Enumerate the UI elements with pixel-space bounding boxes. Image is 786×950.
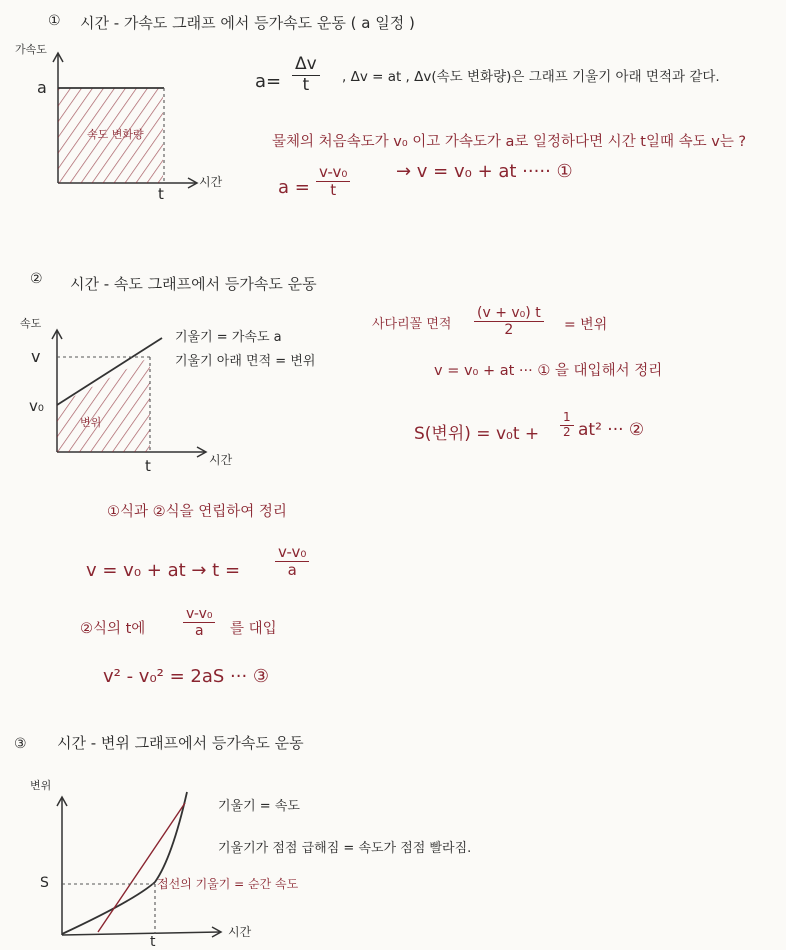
section1-number: ① (48, 13, 61, 29)
trapezoid-rest: = 변위 (564, 317, 608, 333)
displacement-eq-lhs: S(변위) = v₀t + (414, 424, 540, 444)
substitution2-fraction (183, 606, 215, 639)
displacement-time-graph (57, 792, 221, 937)
eq2-rest: → v = v₀ + at ····· ① (396, 161, 573, 182)
section1-title: 시간 - 가속도 그래프 에서 등가속도 운동 ( a 일정 ) (80, 14, 415, 32)
graph3-y-axis-label: 변위 (30, 779, 52, 792)
eq1-numerator: Δv (292, 55, 320, 76)
substitution2-pre: ②식의 t에 (80, 621, 146, 637)
displacement-eq-rest: at² ··· ② (578, 420, 645, 440)
eq1-denominator: t (302, 74, 310, 95)
substitution-line: v = v₀ + at ··· ① 을 대입해서 정리 (434, 363, 663, 379)
trapezoid-fraction (474, 305, 544, 338)
eq2-lhs: a = (278, 177, 310, 198)
displacement-eq-denominator: 2 (563, 424, 571, 439)
graph2-area-label: 변위 (80, 416, 102, 429)
acceleration-time-graph (53, 53, 197, 188)
substitution2-post: 를 대입 (230, 621, 277, 637)
steepening-note: 기울기가 점점 급해짐 = 속도가 점점 빨라짐. (218, 841, 472, 856)
eq1-fraction (292, 55, 320, 95)
velocity-time-graph (52, 330, 206, 457)
eq1-lhs: a= (255, 71, 282, 92)
graph1-a-label: a (37, 78, 47, 97)
graph1-y-axis-label: 가속도 (15, 43, 47, 56)
section3-number: ③ (14, 736, 27, 752)
trapezoid-denominator: 2 (504, 322, 514, 339)
velocity-eq-fraction (275, 544, 309, 580)
velocity-eq-numerator: v-v₀ (275, 544, 309, 562)
velocity-eq-denominator: a (287, 561, 297, 580)
graph3-t-label: t (150, 934, 156, 950)
graph2-v-label: v (31, 347, 41, 366)
slope-note: 기울기 = 가속도 a (175, 330, 282, 345)
substitution2-denominator: a (194, 623, 204, 640)
combine-line: ①식과 ②식을 연립하여 정리 (107, 504, 287, 520)
tangent-label: 접선의 기울기 = 순간 속도 (157, 877, 299, 891)
graph1-area-label: 속도 변화량 (87, 128, 144, 141)
equation-3: v² - v₀² = 2aS ··· ③ (103, 666, 270, 687)
graph2-x-axis-label: 시간 (209, 453, 233, 467)
graph2-y-axis-label: 속도 (20, 317, 42, 330)
section3-title: 시간 - 변위 그래프에서 등가속도 운동 (57, 734, 304, 752)
graph1-x-axis-label: 시간 (199, 175, 223, 189)
substitution2-numerator: v-v₀ (183, 606, 215, 623)
eq1-rest: , Δv = at , Δv(속도 변화량)은 그래프 기울기 아래 면적과 같다. (342, 69, 720, 85)
section2-title: 시간 - 속도 그래프에서 등가속도 운동 (70, 275, 317, 293)
velocity-eq: v = v₀ + at → t = (86, 560, 241, 581)
displacement-eq-numerator: 1 (560, 411, 574, 426)
section1-question: 물체의 처음속도가 v₀ 이고 가속도가 a로 일정하다면 시간 t일때 속도 v는 ? (272, 134, 747, 150)
section2-number: ② (30, 271, 43, 287)
eq2-fraction (316, 164, 350, 200)
trapezoid-numerator: (v + v₀) t (474, 305, 544, 322)
slope-velocity-note: 기울기 = 속도 (218, 799, 300, 814)
graph2-t-label: t (145, 457, 151, 475)
area-note: 기울기 아래 면적 = 변위 (175, 354, 316, 369)
eq2-numerator: v-v₀ (316, 164, 350, 182)
graph3-s-label: S (40, 875, 49, 891)
graph3-x-axis-label: 시간 (228, 925, 252, 939)
eq2-denominator: t (330, 181, 337, 200)
graph1-t-label: t (158, 185, 164, 203)
graph2-v0-label: v₀ (29, 397, 44, 415)
trapezoid-label: 사다리꼴 면적 (372, 317, 452, 332)
displacement-eq-fraction (560, 411, 574, 440)
